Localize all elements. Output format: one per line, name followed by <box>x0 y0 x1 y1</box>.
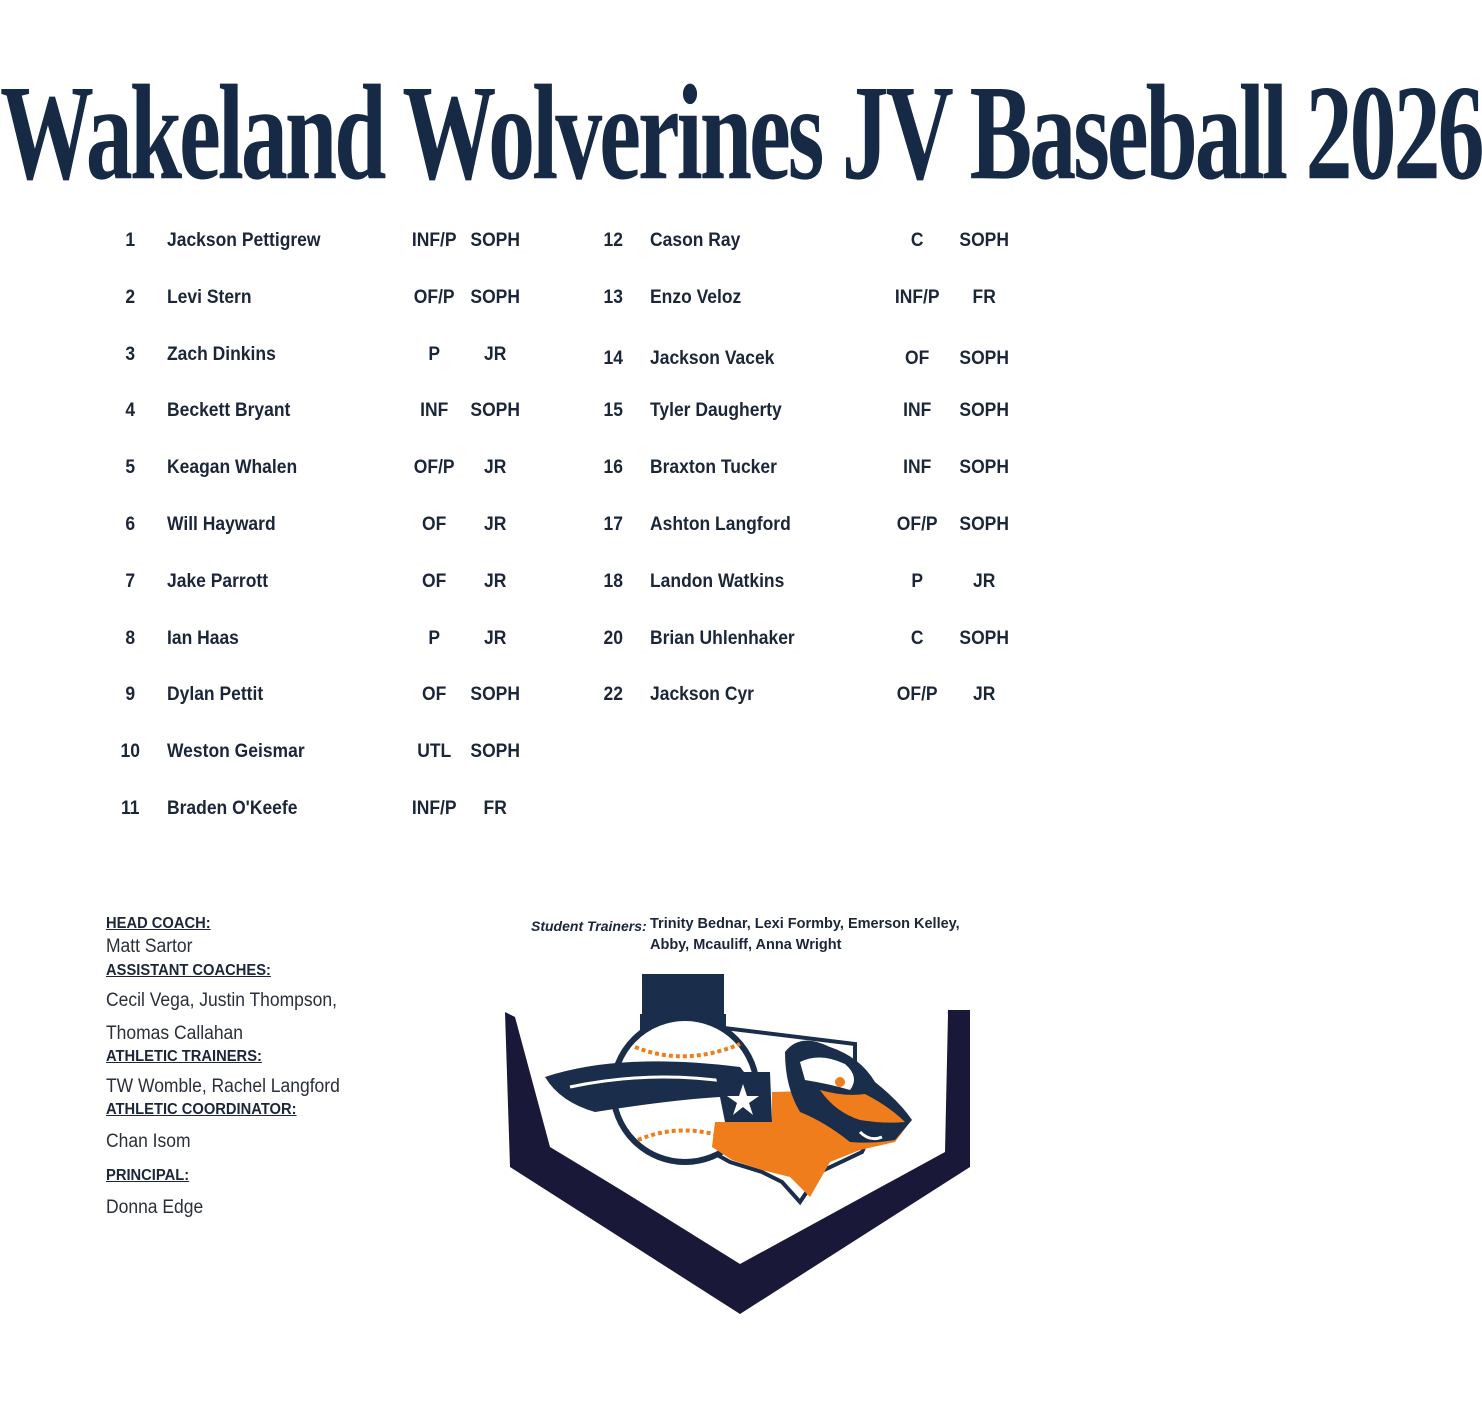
player-number: 6 <box>125 513 136 535</box>
player-number: 20 <box>603 627 623 649</box>
player-year: FR <box>972 286 996 308</box>
player-year: JR <box>973 570 996 592</box>
player-year: SOPH <box>959 457 1009 479</box>
player-number: 14 <box>603 347 623 369</box>
player-year: SOPH <box>470 400 520 422</box>
player-year: JR <box>973 684 996 706</box>
athletic-trainers-label: ATHLETIC TRAINERS: <box>106 1048 262 1065</box>
assistant-coaches-line2: Thomas Callahan <box>106 1023 244 1044</box>
player-year: SOPH <box>959 627 1009 649</box>
player-name: Keagan Whalen <box>167 457 298 479</box>
player-year: SOPH <box>959 347 1009 369</box>
player-position: INF/P <box>411 230 457 251</box>
player-position: P <box>428 627 441 649</box>
player-position: INF/P <box>411 797 457 819</box>
principal-name: Donna Edge <box>106 1197 204 1218</box>
player-name: Ian Haas <box>167 627 239 649</box>
player-number: 17 <box>603 513 623 535</box>
player-name: Levi Stern <box>167 286 252 308</box>
wolverine-baseball-logo-icon <box>500 972 975 1322</box>
player-name: Braden O'Keefe <box>167 797 298 819</box>
assistant-coaches-line1: Cecil Vega, Justin Thompson, <box>106 990 337 1011</box>
player-name: Landon Watkins <box>650 570 785 592</box>
player-number: 18 <box>603 570 623 592</box>
athletic-trainers-names: TW Womble, Rachel Langford <box>106 1076 340 1097</box>
player-name: Jake Parrott <box>167 570 269 592</box>
head-coach-label: HEAD COACH: <box>106 915 211 932</box>
player-position: OF <box>422 684 447 706</box>
player-name: Enzo Veloz <box>650 286 742 308</box>
player-position: OF <box>422 513 447 535</box>
player-year: SOPH <box>470 230 520 251</box>
player-name: Will Hayward <box>167 513 276 535</box>
coaching-staff <box>106 915 436 1219</box>
player-number: 9 <box>125 684 136 706</box>
player-year: JR <box>484 570 507 592</box>
player-number: 15 <box>603 400 623 422</box>
player-number: 5 <box>125 457 136 479</box>
player-number: 16 <box>603 457 623 479</box>
player-position: OF/P <box>413 457 455 479</box>
player-number: 7 <box>125 570 136 592</box>
player-position: OF <box>422 570 447 592</box>
player-number: 22 <box>603 684 623 706</box>
athletic-coordinator-name: Chan Isom <box>106 1131 191 1152</box>
player-position: C <box>910 230 924 251</box>
player-name: Jackson Cyr <box>650 684 754 706</box>
head-coach-name: Matt Sartor <box>106 936 193 957</box>
player-year: SOPH <box>959 230 1009 251</box>
student-trainers-label: Student Trainers: <box>531 918 647 934</box>
player-name: Beckett Bryant <box>167 400 291 422</box>
player-position: C <box>910 627 924 649</box>
player-position: INF <box>420 400 449 422</box>
player-year: SOPH <box>470 286 520 308</box>
player-position: P <box>911 570 924 592</box>
player-year: SOPH <box>470 741 520 763</box>
page-title: Wakeland Wolverines JV Baseball 2026 <box>0 57 1482 209</box>
player-position: P <box>428 343 441 365</box>
player-year: SOPH <box>959 400 1009 422</box>
player-year: JR <box>484 343 507 365</box>
athletic-coordinator-label: ATHLETIC COORDINATOR: <box>106 1101 297 1118</box>
player-name: Ashton Langford <box>650 513 791 535</box>
player-number: 13 <box>603 286 623 308</box>
player-position: INF <box>903 457 932 479</box>
player-number: 11 <box>120 797 140 819</box>
player-number: 2 <box>125 286 136 308</box>
player-number: 10 <box>120 741 140 763</box>
player-position: OF/P <box>413 286 455 308</box>
player-year: SOPH <box>470 684 520 706</box>
player-number: 12 <box>603 230 623 251</box>
player-number: 1 <box>125 230 136 251</box>
principal-label: PRINCIPAL: <box>106 1167 190 1184</box>
player-position: OF <box>905 347 930 369</box>
player-position: OF/P <box>896 513 938 535</box>
player-number: 4 <box>125 400 136 422</box>
player-name: Braxton Tucker <box>650 457 777 479</box>
student-trainers-line1: Trinity Bednar, Lexi Formby, Emerson Kelley, <box>650 916 960 932</box>
player-name: Weston Geismar <box>167 741 305 763</box>
player-name: Jackson Vacek <box>650 347 775 369</box>
player-name: Cason Ray <box>650 230 741 251</box>
player-name: Jackson Pettigrew <box>167 230 321 251</box>
student-trainers-names <box>650 914 970 956</box>
player-number: 8 <box>125 627 136 649</box>
player-position: INF <box>903 400 932 422</box>
assistant-coaches-label: ASSISTANT COACHES: <box>106 962 271 979</box>
player-year: FR <box>483 797 507 819</box>
player-position: INF/P <box>894 286 940 308</box>
student-trainers-line2: Abby, Mcauliff, Anna Wright <box>650 937 842 953</box>
player-name: Tyler Daugherty <box>650 400 782 422</box>
player-name: Zach Dinkins <box>167 343 276 365</box>
player-year: JR <box>484 627 507 649</box>
player-name: Dylan Pettit <box>167 684 264 706</box>
player-year: JR <box>484 457 507 479</box>
player-year: SOPH <box>959 513 1009 535</box>
player-year: JR <box>484 513 507 535</box>
player-number: 3 <box>125 343 136 365</box>
player-position: OF/P <box>896 684 938 706</box>
player-position: UTL <box>417 741 452 763</box>
player-name: Brian Uhlenhaker <box>650 627 795 649</box>
